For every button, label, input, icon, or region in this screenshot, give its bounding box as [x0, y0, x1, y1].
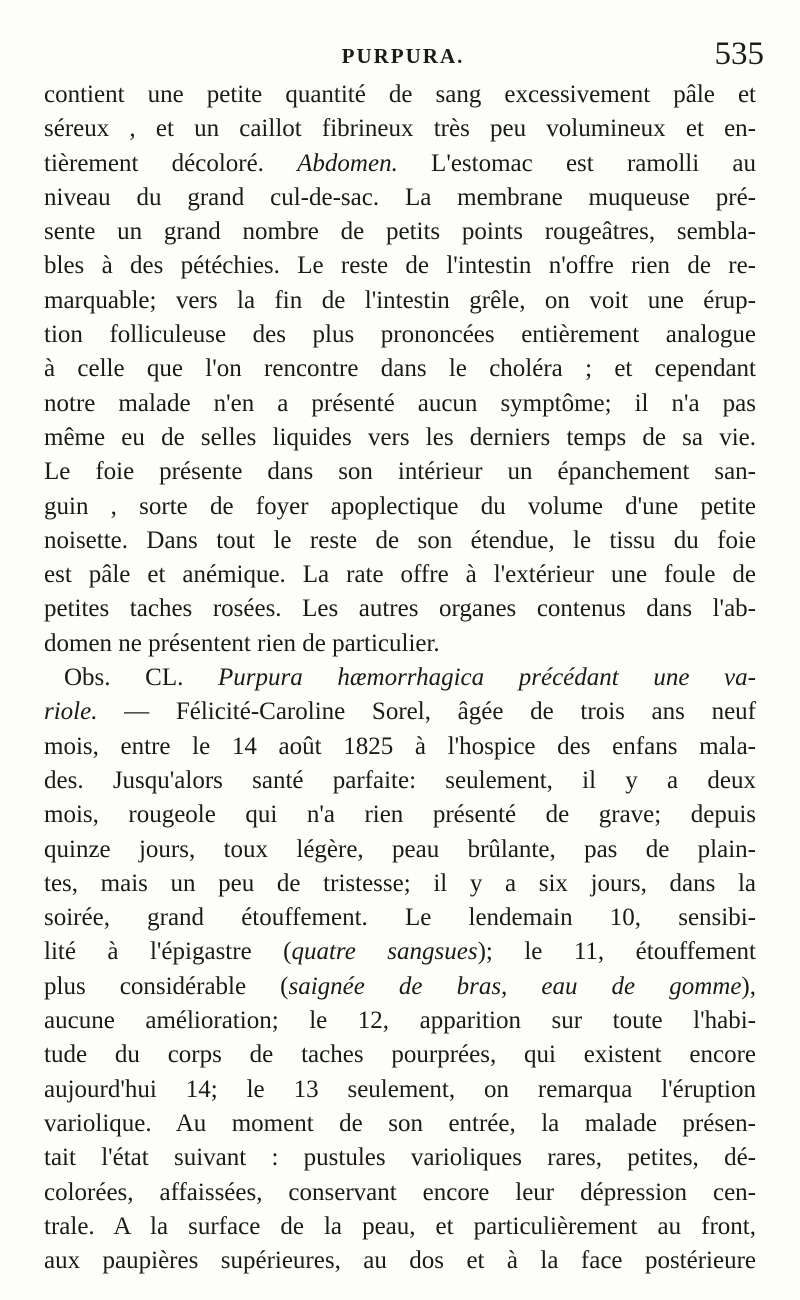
text-line: [44, 661, 756, 695]
italic-text: quatre sangsues: [291, 938, 478, 966]
text-segment: tion folliculeuse des plus prononcées entièrement analogue: [44, 321, 756, 349]
text-line: [44, 490, 756, 524]
italic-text: Abdomen.: [297, 149, 398, 177]
text-line: [44, 935, 756, 969]
text-line: [44, 387, 756, 421]
text-segment: aucune amélioration; le 12, apparition sur toute l'habi-: [44, 1007, 756, 1035]
text-segment: aujourd'hui 14; le 13 seulement, on remarqua l'éruption: [44, 1075, 756, 1103]
text-line: [44, 1107, 756, 1141]
text-line: [44, 1210, 756, 1244]
text-segment: trale. A la surface de la peau, et particulièrement au front,: [44, 1212, 756, 1240]
text-line: [44, 558, 756, 592]
text-segment: quinze jours, toux légère, peau brûlante, pas de plain-: [44, 835, 756, 863]
text-line: [44, 1073, 756, 1107]
text-line: [44, 833, 756, 867]
text-segment: mois, entre le 14 août 1825 à l'hospice des enfans mala-: [44, 732, 756, 760]
text-line: [44, 215, 756, 249]
text-segment: sente un grand nombre de petits points rougeâtres, sembla-: [44, 218, 756, 246]
text-line: [44, 695, 756, 729]
text-line: [44, 455, 756, 489]
text-line: [44, 524, 756, 558]
text-segment: — Félicité-Caroline Sorel, âgée de trois ans neuf: [97, 698, 756, 726]
text-line: [44, 249, 756, 283]
text-line: [44, 112, 756, 146]
text-line: [44, 147, 756, 181]
text-segment: tes, mais un peu de tristesse; il y a six jours, dans la: [44, 869, 756, 897]
text-segment: tièrement décoloré.: [44, 149, 298, 177]
text-segment: variolique. Au moment de son entrée, la malade présen-: [44, 1109, 756, 1137]
text-line: [44, 1141, 756, 1175]
text-segment: notre malade n'en a présenté aucun symptôme; il n'a pas: [44, 389, 756, 417]
text-segment: à celle que l'on rencontre dans le choléra ; et cependant: [44, 355, 756, 383]
italic-text: saignée de bras, eau de gomme: [288, 972, 742, 1000]
text-line: [44, 181, 756, 215]
text-line: [44, 1038, 756, 1072]
text-line: [44, 352, 756, 386]
text-segment: tait l'état suivant : pustules varioliques rares, petites, dé-: [44, 1144, 756, 1172]
text-line: [44, 1176, 756, 1210]
text-line: [44, 1004, 756, 1038]
text-segment: aux paupières supérieures, au dos et à la face postérieure: [44, 1247, 756, 1275]
text-segment: des. Jusqu'alors santé parfaite: seulement, il y a deux: [44, 766, 756, 794]
text-line: [44, 867, 756, 901]
text-segment: contient une petite quantité de sang excessivement pâle et: [44, 81, 756, 108]
text-segment: petites taches rosées. Les autres organes contenus dans l'ab-: [44, 595, 756, 623]
text-segment: lité à l'épigastre (: [44, 938, 292, 966]
text-line: [44, 318, 756, 352]
text-line: [44, 1244, 756, 1278]
page-number: 535: [714, 36, 764, 72]
text-segment: Obs. CL.: [64, 664, 218, 692]
text-segment: soirée, grand étouffement. Le lendemain 10, sensibi-: [44, 904, 756, 932]
text-segment: est pâle et anémique. La rate offre à l'extérieur une foule de: [44, 561, 756, 589]
text-segment: marquable; vers la fin de l'intestin grêle, on voit une érup-: [44, 286, 756, 314]
text-segment: plus considérable (: [44, 972, 289, 1000]
text-segment: guin , sorte de foyer apoplectique du volume d'une petite: [44, 492, 756, 520]
text-segment: Le foie présente dans son intérieur un épanchement san-: [44, 458, 756, 486]
page-header: [42, 36, 764, 76]
text-segment: tude du corps de taches pourprées, qui existent encore: [44, 1041, 756, 1069]
text-line: [44, 627, 756, 661]
text-segment: domen ne présentent rien de particulier.: [44, 629, 440, 657]
text-line: [44, 730, 756, 764]
text-segment: bles à des pétéchies. Le reste de l'intestin n'offre rien de re-: [44, 252, 756, 280]
text-segment: L'estomac est ramolli au: [397, 149, 756, 177]
text-line: [44, 421, 756, 455]
text-segment: noisette. Dans tout le reste de son étendue, le tissu du foie: [44, 526, 756, 554]
text-segment: colorées, affaissées, conservant encore leur dépression cen-: [44, 1178, 756, 1206]
text-line: [44, 764, 756, 798]
text-segment: séreux , et un caillot fibrineux très peu volumineux et en-: [44, 115, 756, 143]
italic-text: Purpura hæmorrhagica précédant une va-: [217, 664, 756, 692]
text-segment: mois, rougeole qui n'a rien présenté de grave; depuis: [44, 801, 756, 829]
text-line: [44, 970, 756, 1004]
text-line: [44, 284, 756, 318]
text-segment: niveau du grand cul-de-sac. La membrane muqueuse pré-: [44, 183, 756, 211]
body-text: [44, 78, 756, 1278]
text-line: [44, 901, 756, 935]
text-line: [44, 592, 756, 626]
running-head: PURPURA.: [341, 44, 465, 68]
italic-text: riole.: [44, 698, 98, 726]
text-segment: même eu de selles liquides vers les derniers temps de sa vie.: [44, 423, 756, 451]
text-line: [44, 798, 756, 832]
text-line: [44, 78, 756, 112]
text-segment: ); le 11, étouffement: [477, 938, 756, 966]
text-segment: ),: [741, 972, 756, 1000]
